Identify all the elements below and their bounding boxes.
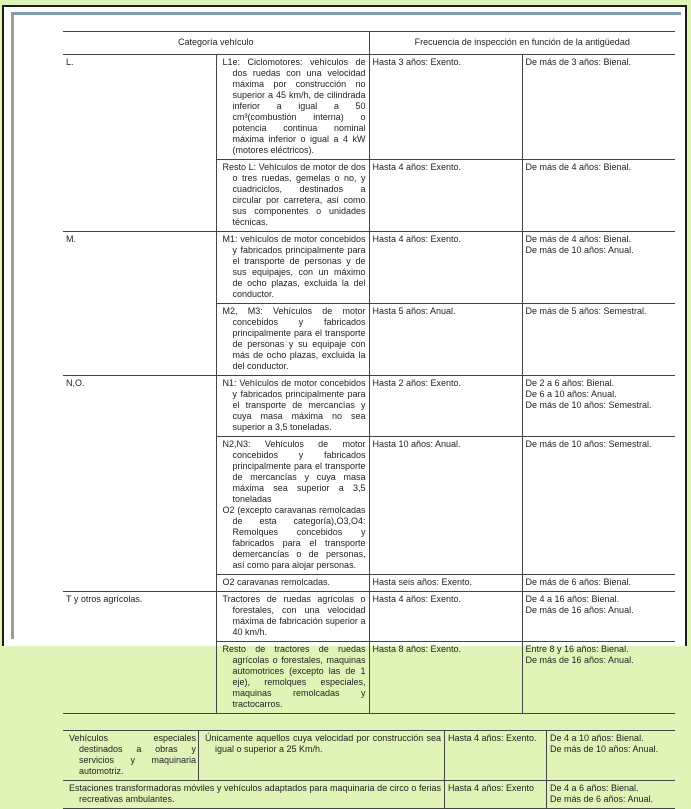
header-category: Categoría vehículo — [63, 32, 369, 55]
category-description — [63, 781, 445, 809]
period-line: De más de 16 años: Anual. — [525, 605, 634, 615]
table-row — [63, 376, 675, 437]
period-line: De más de 4 años: Bienal. — [525, 234, 632, 244]
group-label-m: M. — [63, 232, 216, 376]
description-text: Resto L: Vehículos de motor de dos o tres ruedas, gemelas o no, y cuadriciclos, destinados a circular por carretera, así como sus componentes o unidades técnicas. — [222, 162, 366, 227]
category-description — [216, 642, 369, 714]
period-line: De más de 6 años: Anual. — [550, 794, 654, 804]
category-description — [216, 232, 369, 304]
first-period: Hasta seis años: Exento. — [369, 575, 522, 592]
later-periods — [522, 376, 675, 437]
description-extra-text: O2 (excepto caravanas remolcadas de esta categoría),O3,O4: Remolques concebidos y fabricados para el transporte demercancías o de personas, así como para alojar personas. — [222, 505, 366, 570]
first-period: Hasta 4 años: Exento. — [369, 160, 522, 232]
period-line: De 6 a 10 años: Anual. — [525, 389, 617, 399]
inspection-frequency-document — [63, 31, 675, 809]
later-periods — [522, 232, 675, 304]
description-text: Únicamente aquellos cuya velocidad por construcción sea igual o superior a 25 Km/h. — [205, 733, 441, 754]
first-period: Hasta 5 años: Anual. — [369, 304, 522, 376]
table-row — [63, 731, 675, 781]
description-text: M1: vehículos de motor concebidos y fabricados principalmente para el transporte de personas y de sus equipajes, con un máximo de ocho plazas, excluida la del conductor. — [222, 234, 366, 299]
inspection-table-extra — [63, 730, 675, 809]
later-periods — [522, 592, 675, 642]
period-line-blank — [526, 666, 673, 677]
group-text: Vehículos especiales destinados a obras y servicios y maquinaria automotriz. — [69, 733, 196, 776]
table-row — [63, 781, 675, 809]
later-periods — [522, 437, 675, 575]
period-line: De más de 10 años: Semestral. — [525, 439, 652, 449]
table-row — [63, 55, 675, 160]
category-description — [216, 376, 369, 437]
category-description — [199, 731, 445, 781]
later-periods — [522, 55, 675, 160]
description-text: N1: Vehículos de motor concebidos y fabricados principalmente para el transporte de mercancías y cuya masa máxima no sea superior a 3,5 toneladas. — [222, 378, 366, 432]
later-periods — [522, 160, 675, 232]
group-label-l: L. — [63, 55, 216, 232]
period-line: De más de 3 años: Bienal. — [525, 57, 632, 67]
description-text: O2 caravanas remolcadas. — [222, 577, 331, 587]
later-periods — [522, 642, 675, 714]
table-row — [63, 232, 675, 304]
description-text: Resto de tractores de ruedas agrícolas o forestales, maquinas automotrices (excepto las de 1 eje), remolques especiales, maquinas remolcadas y tractocarros. — [222, 644, 366, 709]
first-period: Hasta 4 años: Exento. — [445, 731, 547, 781]
group-label-t: T y otros agrícolas. — [63, 592, 216, 714]
description-text: Estaciones transformadoras móviles y vehículos adaptados para maquinaria de circo o ferias recreativas ambulantes. — [69, 783, 441, 804]
period-line: De más de 10 años: Anual. — [525, 245, 634, 255]
category-description — [216, 575, 369, 592]
category-description — [216, 160, 369, 232]
period-line: De más de 4 años: Bienal. — [525, 162, 632, 172]
later-periods — [522, 575, 675, 592]
later-periods — [547, 731, 676, 781]
first-period: Hasta 4 años: Exento. — [369, 232, 522, 304]
description-text: L1e: Ciclomotores: vehículos de dos ruedas con una velocidad máxima por construcción no superior a 45 km/h, de cilindrada inferior a igual a 50 cm³(combustión interna) o potencia continua nominal máxima inferior o igual a 4 kW (motores eléctricos). — [222, 57, 366, 155]
period-line: De 2 a 6 años: Bienal. — [525, 378, 615, 388]
description-text: Tractores de ruedas agrícolas o forestales, con una velocidad máxima de fabricación superior a 40 km/h. — [222, 594, 366, 637]
first-period: Hasta 10 años: Anual. — [369, 437, 522, 575]
period-line: De 4 a 16 años: Bienal. — [525, 594, 620, 604]
header-frequency: Frecuencia de inspección en función de la antigüedad — [369, 32, 675, 55]
description-text: M2, M3: Vehículos de motor concebidos y fabricados principalmente para el transporte de personas y su equipaje con más de ocho plazas, excluida la del conductor. — [222, 306, 366, 371]
category-description — [216, 592, 369, 642]
first-period: Hasta 8 años: Exento. — [369, 642, 522, 714]
period-line: De más de 5 años: Semestral. — [525, 306, 647, 316]
top-rule — [11, 12, 681, 15]
category-description — [216, 437, 369, 575]
period-line: De más de 6 años: Bienal. — [525, 577, 632, 587]
description-text: N2,N3: Vehículos de motor concebidos y fabricados principalmente para el transporte de mercancías y cuya masa máxima sea superior a 3,5 toneladas — [222, 439, 366, 504]
left-rule — [11, 12, 14, 639]
inspection-table-main — [63, 31, 675, 714]
first-period: Hasta 2 años: Exento. — [369, 376, 522, 437]
first-period: Hasta 3 años: Exento. — [369, 55, 522, 160]
period-line: De más de 10 años: Semestral. — [525, 400, 652, 410]
group-label-no: N,O. — [63, 376, 216, 592]
category-description — [216, 55, 369, 160]
period-line: Entre 8 y 16 años: Bienal. — [525, 644, 629, 654]
first-period: Hasta 4 años: Exento — [445, 781, 547, 809]
period-line: De 4 a 6 años: Bienal. — [550, 783, 639, 793]
period-line: De más de 16 años: Anual. — [525, 655, 634, 665]
later-periods — [522, 304, 675, 376]
table-row — [63, 592, 675, 642]
group-label-special — [63, 731, 199, 781]
table-header-row — [63, 32, 675, 55]
period-line: De más de 10 años: Anual. — [550, 744, 659, 754]
category-description — [216, 304, 369, 376]
table-gap — [63, 714, 675, 730]
period-line: De 4 a 10 años: Bienal. — [550, 733, 644, 743]
later-periods — [547, 781, 676, 809]
first-period: Hasta 4 años: Exento. — [369, 592, 522, 642]
